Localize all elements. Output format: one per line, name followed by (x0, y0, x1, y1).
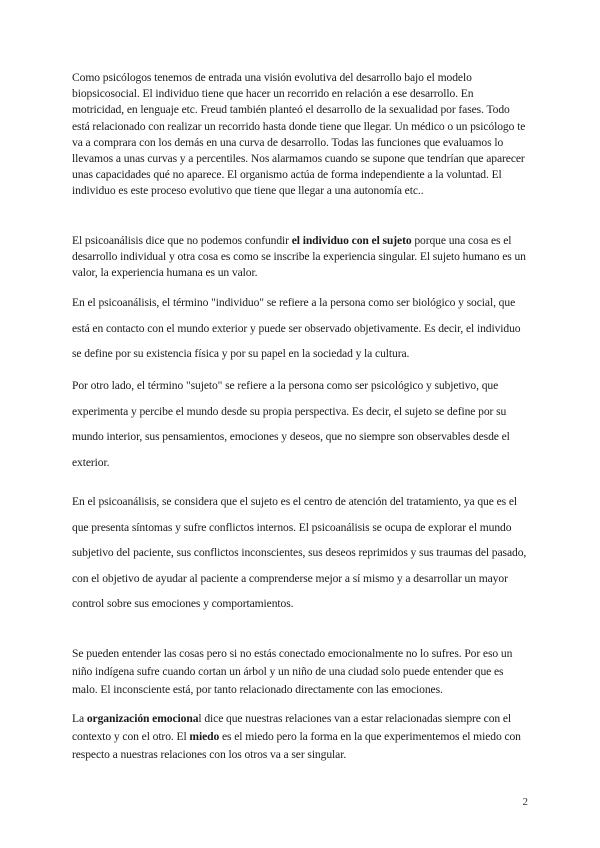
paragraph-emotions: Se pueden entender las cosas pero si no estás conectado emocionalmente no lo sufres. Por eso un niño indígena sufre cuando cortan un árbol y un niño de una ciudad solo puede entender que es malo. El inconsciente está, por tanto relacionado directamente con las emociones. (72, 647, 513, 696)
paragraph-individual-definition: En el psicoanálisis, el término "individuo" se refiere a la persona como ser biológico y social, que está en contacto con el mundo exterior y puede ser observado objetivamente. Es decir, el individuo se define por su existencia física y por su papel en la sociedad y la cultura. (72, 296, 521, 361)
bold-term-fear: miedo (189, 729, 220, 743)
paragraph-emotional-organization (72, 710, 528, 763)
text-segment: porque una cosa es el desarrollo individual y otra cosa es como se inscribe la experiencia singular. El sujeto humano es un valor, la experiencia humana es un valor. (72, 234, 526, 280)
text-segment: l dice que nuestras relaciones van a estar relacionadas siempre con el contexto y con el otro. El (72, 712, 512, 743)
paragraph-psychoanalysis-treatment: En el psicoanálisis, se considera que el sujeto es el centro de atención del tratamiento, ya que es el que presenta síntomas y sufre conflictos internos. El psicoanálisis se ocupa de explorar el mundo subjetivo del paciente, sus conflictos inconscientes, sus deseos reprimidos y sus traumas del pasado, con el objetivo de ayudar al paciente a comprenderse mejor a sí mismo y a desarrollar un mayor control sobre sus emociones y comportamientos. (72, 495, 527, 611)
text-segment: El psicoanálisis dice que no podemos confundir (72, 234, 292, 247)
paragraph-individual-vs-subject (72, 233, 528, 282)
paragraph-subject-definition: Por otro lado, el término "sujeto" se refiere a la persona como ser psicológico y subjetivo, que experimenta y percibe el mundo desde su propia perspectiva. Es decir, el sujeto se define por su mundo interior, sus pensamientos, emociones y deseos, que no siempre son observables desde el exterior. (72, 379, 510, 469)
page-number: 2 (522, 796, 528, 808)
paragraph-development: Como psicólogos tenemos de entrada una visión evolutiva del desarrollo bajo el modelo biopsicosocial. El individuo tiene que hacer un recorrido en relación a ese desarrollo. En motricidad, en lenguaje etc. Freud también planteó el desarrollo de la sexualidad por fases. Todo está relacionado con realizar un recorrido hasta donde tiene que llegar. Un médico o un psicólogo te va a comprara con los demás en una curva de desarrollo. Todas las funciones que evaluamos lo llevamos a unas curvas y a percentiles. Nos alarmamos cuando se supone que tendrían que aparecer unas capacidades qué no aparece. El organismo actúa de forma independiente a la voluntad. El individuo es este proceso evolutivo que tiene que llegar a una autonomía etc.. (72, 71, 526, 198)
text-segment: es el miedo pero la forma en la que experimentemos el miedo con respecto a nuestras relaciones con los otros va a ser singular. (72, 729, 521, 761)
text-segment: La (72, 712, 87, 725)
bold-term-emotional-organization: organización emociona (86, 712, 199, 725)
bold-term-individual-subject: el individuo con el sujeto (291, 234, 412, 247)
